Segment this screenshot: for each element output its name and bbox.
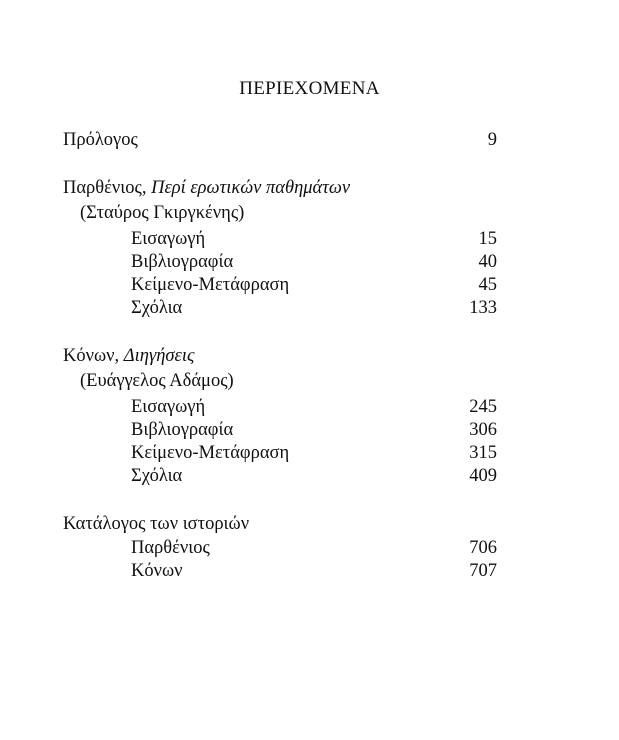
work-title: Περί ερωτικών παθημάτων: [151, 178, 351, 198]
section-editor: (Σταύρος Γκιργκένης): [80, 203, 245, 223]
toc-page: 15: [478, 229, 497, 249]
toc-entry: Εισαγωγή: [131, 397, 206, 417]
toc-page: 133: [469, 298, 497, 318]
toc-page: 45: [478, 275, 497, 295]
toc-entry: Βιβλιογραφία: [131, 252, 234, 272]
author-name: Κόνων,: [63, 346, 120, 366]
toc-entry: Κείμενο-Μετάφραση: [131, 275, 290, 295]
page-title: ΠΕΡΙΕΧΟΜΕΝΑ: [239, 78, 380, 99]
toc-page: 707: [469, 561, 497, 581]
section-heading-catalogue: Κατάλογος των ιστοριών: [63, 514, 250, 534]
toc-page: 306: [469, 420, 497, 440]
toc-page: 40: [478, 252, 497, 272]
toc-page-prologue: 9: [487, 130, 497, 150]
author-name: Παρθένιος,: [63, 178, 147, 198]
toc-page: 315: [469, 443, 497, 463]
toc-entry-prologue: Πρόλογος: [63, 130, 138, 150]
toc-entry: Κείμενο-Μετάφραση: [131, 443, 290, 463]
section-heading-parthenios: [63, 177, 350, 199]
toc-page: 706: [469, 538, 497, 558]
toc-entry: Σχόλια: [131, 298, 183, 318]
toc-entry: Κόνων: [131, 561, 183, 581]
toc-entry: Παρθένιος: [131, 538, 210, 558]
toc-page: 409: [469, 466, 497, 486]
section-editor: (Ευάγγελος Αδάμος): [80, 371, 234, 391]
work-title: Διηγήσεις: [123, 346, 195, 366]
section-heading-konon: [63, 345, 194, 367]
toc-entry: Βιβλιογραφία: [131, 420, 234, 440]
toc-entry: Εισαγωγή: [131, 229, 206, 249]
toc-page: 245: [469, 397, 497, 417]
toc-entry: Σχόλια: [131, 466, 183, 486]
